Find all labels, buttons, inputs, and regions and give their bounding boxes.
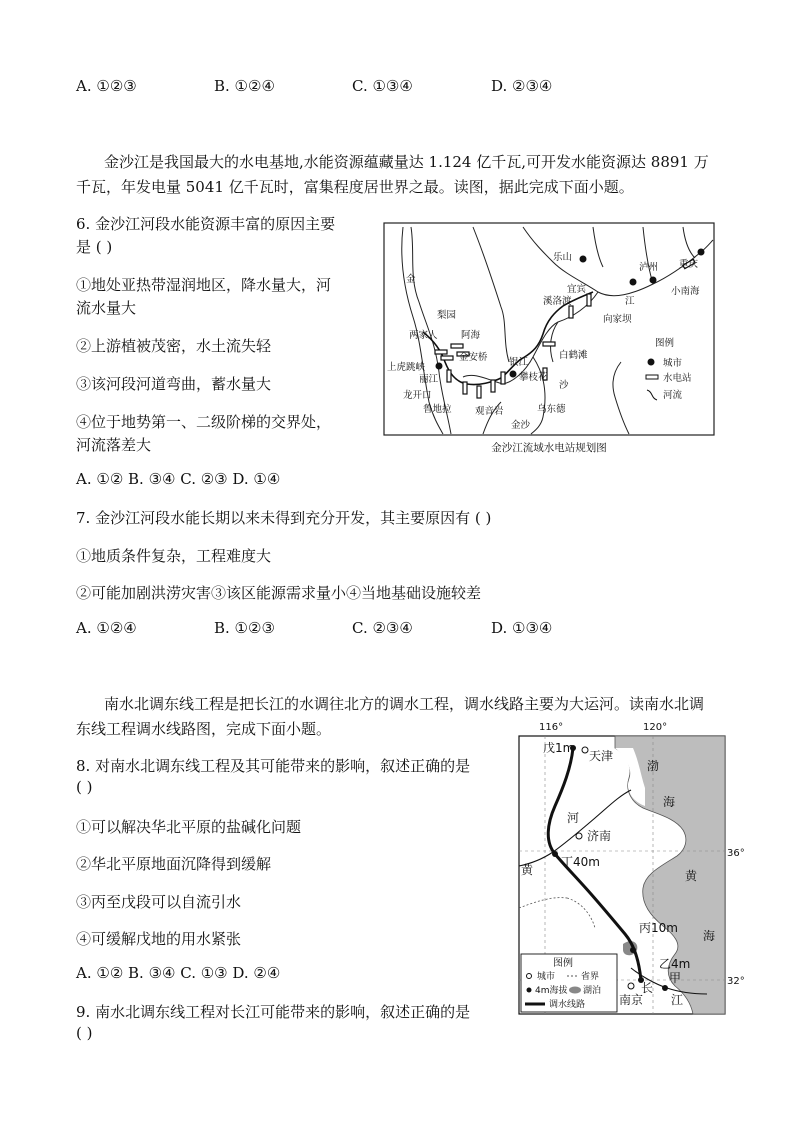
q5-option-b: B. ①②④ [214,77,275,95]
q8-answer-options: A. ①② B. ③④ C. ①③ D. ②④ [76,964,281,982]
q7-option-2-3-4: ②可能加剧洪涝灾害③该区能源需求量小④当地基础设施较差 [76,584,482,602]
q5-option-d: D. ②③④ [491,77,553,95]
map2-label-chang: 长 [641,981,654,995]
map1-label-chongqing: 重庆 [679,259,699,270]
map2-label-tianjin: 天津 [589,749,614,763]
map2-label-huang1: 黄 [521,863,534,877]
map2-city-jinan [576,833,582,839]
map1-label-liangjiaren: 两家人 [409,330,438,341]
map1-label-ahai: 阿海 [461,330,481,341]
map1-legend-station-icon [646,375,658,379]
map1-label-jinanqiao: 金安桥 [459,352,488,363]
map1-label-xiangjiaba: 向家坝 [603,314,632,325]
map1-label-shanghutiaoxia: 上虎跳峡 [387,362,426,373]
map2-label-he: 河 [567,811,580,825]
map2-label-wu: 戊1m [543,741,575,755]
q8-option-2: ②华北平原地面沉降得到缓解 [76,855,272,873]
map2-label-ding: 丁40m [561,855,600,869]
map2-label-bing: 丙10m [639,921,678,935]
map2-lat-32: 32° [727,976,745,987]
map2-label-hai1: 海 [663,795,676,809]
map1-label-luzhou: 泸州 [639,262,659,273]
map2-label-huang2: 黄 [685,869,698,883]
map2-label-nanjing: 南京 [619,993,644,1007]
q6-option-1-line2: 流水量大 [76,299,137,317]
map1-caption: 金沙江流域水电站规划图 [491,442,607,454]
q8-stem-line2: ( ) [76,778,93,796]
map1-label-xiaonanhai: 小南海 [671,286,700,297]
map1-label-guanyinyan: 观音岩 [475,406,504,417]
map1-label-panzhihua: 攀枝花 [519,372,548,383]
map2-legend-lake-icon [569,987,581,994]
map1-label-longkaikou: 龙开口 [403,390,432,401]
q8-option-1: ①可以解决华北平原的盐碱化问题 [76,818,302,836]
q7-stem: 7. 金沙江河段水能长期以来未得到充分开发，其主要原因有 ( ) [76,509,492,527]
map1-label-ludila: 鲁地拉 [423,404,452,415]
map2-lat-36: 36° [727,848,745,859]
q6-option-1-line1: ①地处亚热带湿润地区，降水量大，河 [76,276,332,294]
q7-option-c: C. ②③④ [352,619,413,637]
map1-label-sha: 沙 [559,380,569,391]
q7-option-1: ①地质条件复杂，工程难度大 [76,547,272,565]
map2-label-jiang: 江 [671,993,684,1007]
map2-legend-route: 调水线路 [549,1000,586,1010]
map2-lon-116: 116° [539,722,564,733]
map1-legend-city-icon [648,359,655,366]
map2-city-nanjing [628,983,634,989]
q8-option-3: ③丙至戊段可以自流引水 [76,893,242,911]
map2-legend-border: 省界 [581,972,600,982]
map2-city-tianjin [582,747,588,753]
map1-label-xiluodu: 溪洛渡 [543,296,572,307]
q9-stem-line2: ( ) [76,1024,93,1042]
map1-label-baihetan: 白鹤滩 [559,350,588,361]
map2-label-jia: 甲 [669,971,682,985]
map2-label-bo: 渤 [647,759,660,773]
map2-point-ding [552,851,558,857]
map2-lon-120: 120° [643,722,668,733]
q8-option-4: ④可缓解戊地的用水紧张 [76,930,242,948]
map1-label-yibin: 宜宾 [567,284,587,295]
q6-stem-line2: 是 ( ) [76,238,113,256]
map2-point-jia [662,985,668,991]
map1-label-liyuan: 梨园 [437,310,457,321]
map1-legend-title: 图例 [655,338,675,349]
map1-legend-river: 河流 [663,390,683,401]
map1-legend-station: 水电站 [663,373,692,384]
map1-label-leshan: 乐山 [553,252,573,263]
map2-label-hai2: 海 [703,929,716,943]
map2-legend-city-icon [527,974,532,979]
q6-option-4-line1: ④位于地势第一、二级阶梯的交界处， [76,413,332,431]
map2-legend-elevation: 4m海拔 [535,986,568,996]
q6-option-2: ②上游植被茂密，水土流失轻 [76,337,272,355]
passage-south-north: 南水北调东线工程是把长江的水调往北方的调水工程，调水线路主要为大运河。读南水北调东线工程调水线路图，完成下面小题。 [76,695,705,738]
map2-legend-title: 图例 [553,958,573,969]
map2-legend-lake: 湖泊 [583,986,602,996]
q9-stem-line1: 9. 南水北调东线工程对长江可能带来的影响，叙述正确的是 [76,1003,471,1021]
map1-label-jin: 金 [406,274,416,285]
map2-legend-city: 城市 [537,972,556,982]
map2-label-jinan: 济南 [587,829,612,843]
map2-legend [521,954,617,1012]
q5-option-c: C. ①③④ [352,77,413,95]
q5-option-a: A. ①②③ [76,77,137,95]
q6-answer-options: A. ①② B. ③④ C. ②③ D. ①④ [76,470,281,488]
q7-option-a: A. ①②④ [76,619,137,637]
map1-label-yinjiang: 银江 [509,357,529,368]
map2-point-bing [630,947,636,953]
q8-stem-line1: 8. 对南水北调东线工程及其可能带来的影响，叙述正确的是 [76,757,471,775]
q6-option-3: ③该河段河道弯曲，蓄水量大 [76,375,272,393]
q7-option-b: B. ①②③ [214,619,275,637]
map1-label-jiang: 江 [625,296,635,307]
map2-label-yi: 乙4m [659,957,691,971]
q6-stem-line1: 6. 金沙江河段水能资源丰富的原因主要 [76,215,336,233]
passage-jinsha: 金沙江是我国最大的水电基地,水能资源蕴藏量达 1.124 亿千瓦,可开发水能资源达 8891 万千瓦，年发电量 5041 亿千瓦时，富集程度居世界之最。读图，据此完成下面小题。 [76,153,709,196]
east-route-map [515,718,755,1018]
map1-legend-city: 城市 [663,358,683,369]
map2-legend-elevation-icon [527,988,532,993]
map1-label-lijiang: 丽江 [419,374,439,385]
map1-label-jinsha: 金沙 [511,420,531,431]
q7-option-d: D. ①③④ [491,619,553,637]
jinsha-hydropower-map [383,222,715,462]
map1-label-wudongde: 乌东德 [537,404,566,415]
q6-option-4-line2: 河流落差大 [76,436,152,454]
